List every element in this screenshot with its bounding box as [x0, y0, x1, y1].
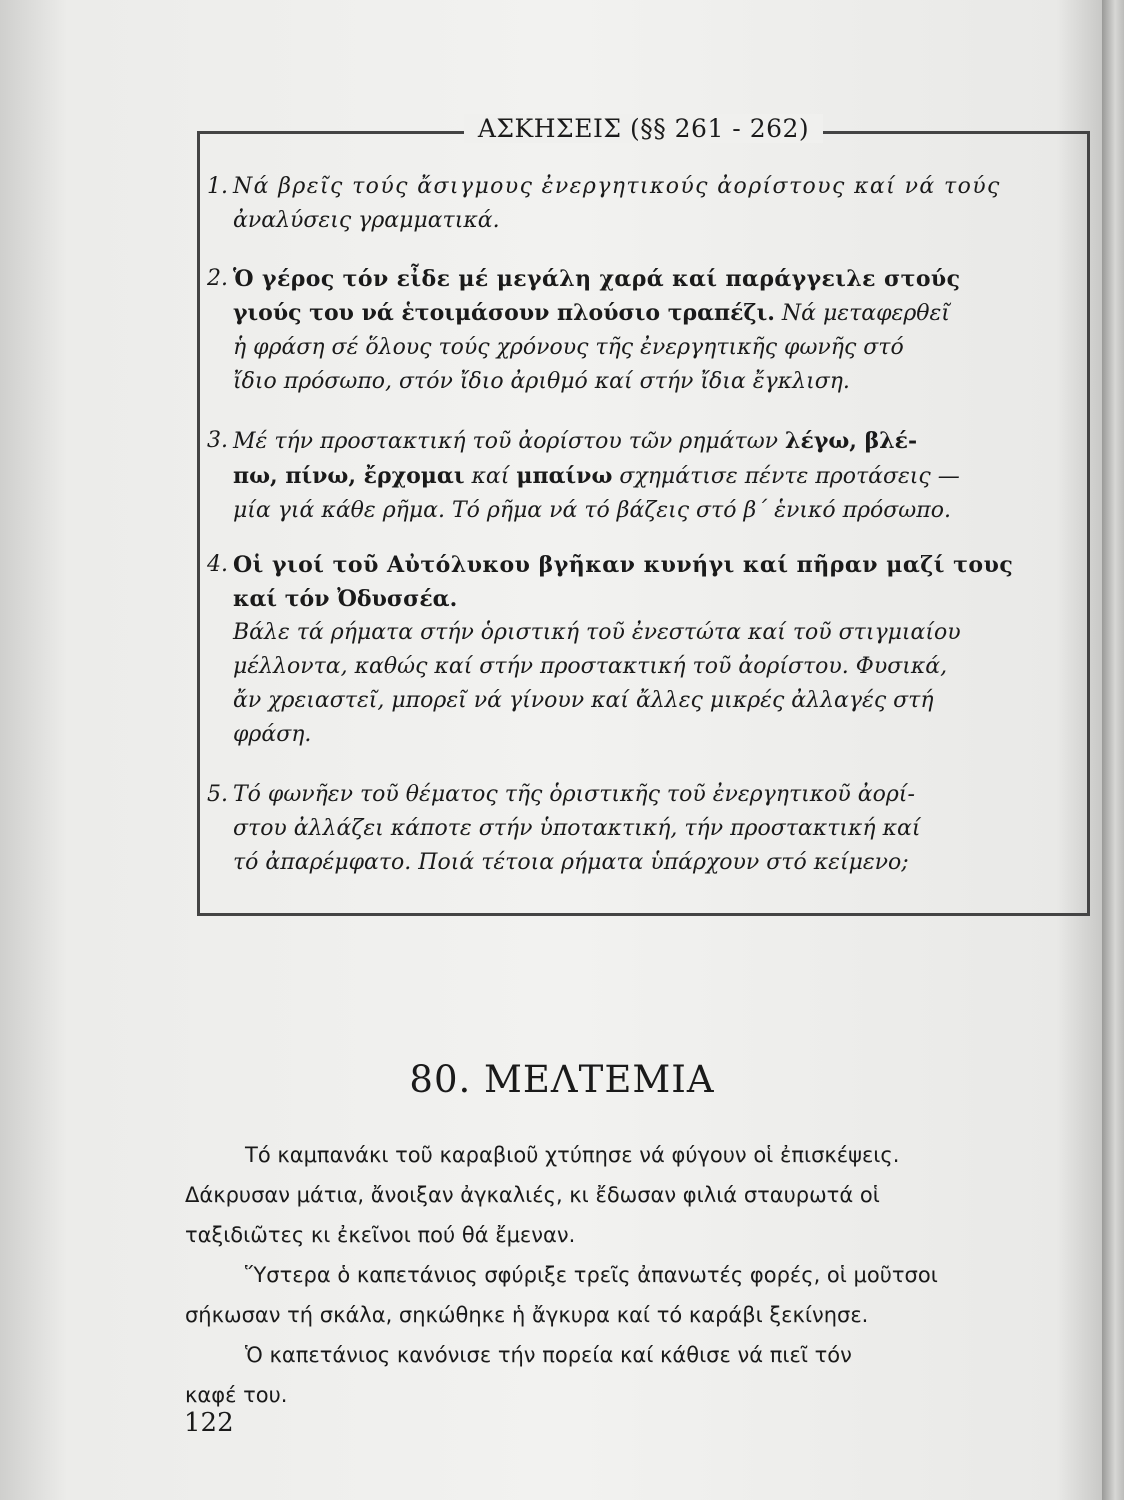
exercise-number: 3.	[207, 428, 228, 453]
exercises-heading: ΑΣΚΗΣΕΙΣ (§§ 261 - 262)	[464, 114, 823, 143]
exercise-2	[207, 262, 1063, 399]
exercise-line: ἡ φράση σέ ὅλους τούς χρόνους τῆς ἐνεργητικῆς φωνῆς στό	[233, 335, 904, 360]
exercise-line: Νά βρεῖς τούς ἄσιγμους ἐνεργητικούς ἀορίστους καί νά τούς	[233, 174, 1001, 199]
exercise-line: φράση.	[233, 722, 312, 747]
exercises-box-title	[200, 114, 1087, 143]
paragraph-2	[185, 1255, 1085, 1335]
book-spine	[1102, 0, 1124, 1500]
exercise-bold-text: λέγω, βλέ-	[785, 428, 918, 454]
exercise-line: ἴδιο πρόσωπο, στόν ἴδιο ἀριθμό καί στήν ἴδια ἔγκλιση.	[233, 369, 850, 394]
exercise-1	[207, 170, 1063, 238]
paragraph-3	[185, 1335, 1085, 1415]
exercise-number: 1.	[207, 174, 228, 199]
exercise-bold-text: μπαίνω	[516, 463, 613, 489]
exercise-line: τό ἀπαρέμφατο. Ποιά τέτοια ρήματα ὑπάρχουν στό κείμενο;	[233, 850, 909, 875]
exercise-number: 2.	[207, 266, 228, 291]
exercise-line: μέλλοντα, καθώς καί στήν προστακτική τοῦ ἀορίστου. Φυσικά,	[233, 654, 948, 679]
exercise-line: μία γιά κάθε ρῆμα. Τό ρῆμα νά τό βάζεις στό β΄ ἑνικό πρόσωπο.	[233, 498, 951, 523]
chapter-title: 80. ΜΕΛΤΕΜΙΑ	[409, 1058, 715, 1101]
paragraph-line: ταξιδιῶτες κι ἐκεῖνοι πού θά ἔμεναν.	[185, 1223, 576, 1247]
exercise-line: Οἱ γιοί τοῦ Αὐτόλυκου βγῆκαν κυνήγι καί πῆραν μαζί τους	[233, 552, 1014, 578]
paragraph-line: καφέ του.	[185, 1383, 288, 1407]
exercise-4	[207, 548, 1063, 752]
paragraph-line: Ὁ καπετάνιος κανόνισε τήν πορεία καί κάθισε νά πιεῖ τόν	[245, 1343, 852, 1367]
paragraph-line: Ὕστερα ὁ καπετάνιος σφύριξε τρεῖς ἀπανωτές φορές, οἱ μοῦτσοι	[245, 1263, 938, 1287]
exercise-line: Ὁ γέρος τόν εἶδε μέ μεγάλη χαρά καί παράγγειλε στούς	[233, 266, 961, 292]
paragraph-1	[185, 1135, 1085, 1255]
exercise-instruction: σχημάτισε πέντε προτάσεις —	[619, 464, 960, 489]
exercise-line: ἄν χρειαστεῖ, μπορεῖ νά γίνουν καί ἄλλες μικρές ἀλλαγές στή	[233, 688, 934, 713]
exercise-line: Βάλε τά ρήματα στήν ὁριστική τοῦ ἐνεστώτα καί τοῦ στιγμιαίου	[233, 620, 961, 645]
exercise-bold-text: γιούς του νά ἑτοιμάσουν πλούσιο τραπέζι.	[233, 300, 775, 326]
exercise-line: στου ἀλλάζει κάποτε στήν ὑποτακτική, τήν προστακτική καί	[233, 816, 921, 841]
exercise-instruction: Νά μεταφερθεῖ	[781, 301, 950, 326]
exercise-line: Τό φωνῆεν τοῦ θέματος τῆς ὁριστικῆς τοῦ ἐνεργητικοῦ ἀορί-	[233, 782, 915, 807]
paragraph-line: Δάκρυσαν μάτια, ἄνοιξαν ἀγκαλιές, κι ἔδωσαν φιλιά σταυρωτά οἱ	[185, 1183, 880, 1207]
exercise-number: 5.	[207, 782, 228, 807]
page-number: 122	[184, 1408, 234, 1438]
exercise-5	[207, 778, 1063, 880]
exercise-3	[207, 424, 1063, 528]
exercise-instruction: καί	[471, 464, 510, 489]
exercise-bold-text: πω, πίνω, ἔρχομαι	[233, 463, 465, 489]
exercise-number: 4.	[207, 552, 228, 577]
exercise-instruction: Μέ τήν προστακτική τοῦ ἀορίστου τῶν ρημάτων	[233, 429, 779, 454]
paragraph-line: σήκωσαν τή σκάλα, σηκώθηκε ἡ ἄγκυρα καί τό καράβι ξεκίνησε.	[185, 1303, 869, 1327]
exercise-line: καί τόν Ὀδυσσέα.	[233, 586, 458, 612]
exercise-line: ἀναλύσεις γραμματικά.	[233, 208, 500, 233]
paragraph-line: Τό καμπανάκι τοῦ καραβιοῦ χτύπησε νά φύγουν οἱ ἐπισκέψεις.	[245, 1143, 900, 1167]
